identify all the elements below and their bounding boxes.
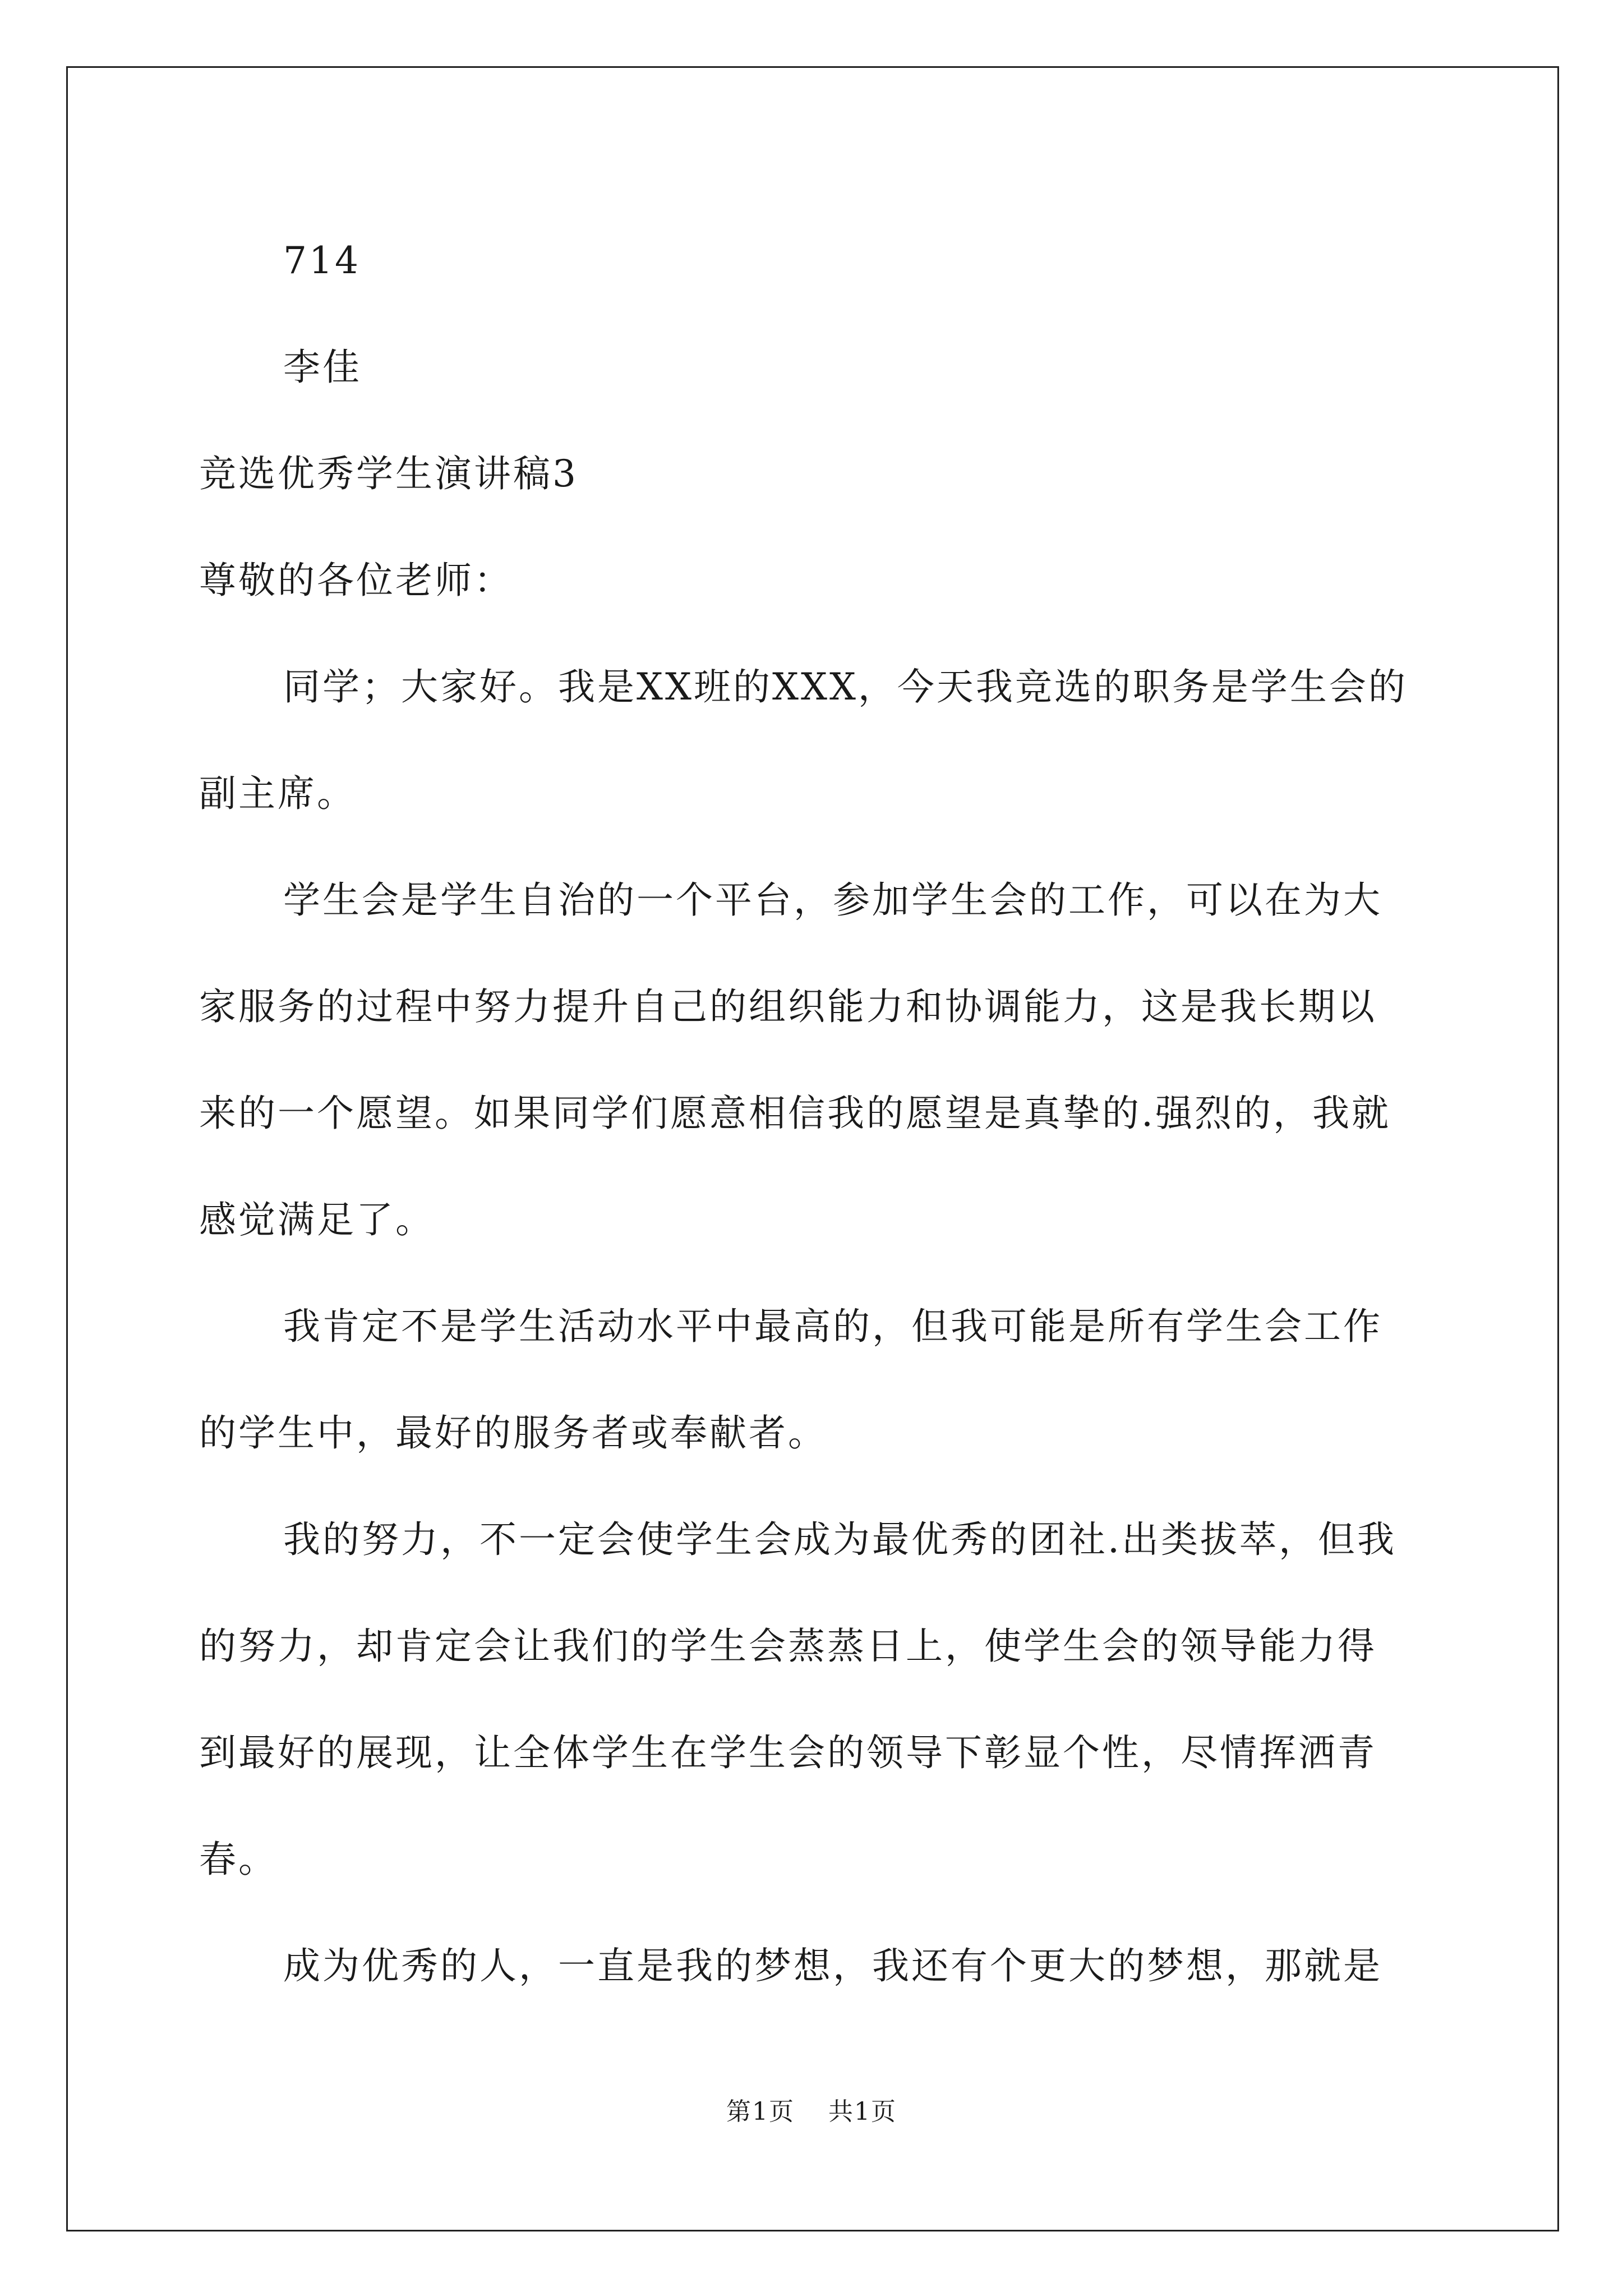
paragraph-line: 来的一个愿望。如果同学们愿意相信我的愿望是真挚的.强烈的，我就 bbox=[199, 1092, 1391, 1135]
paragraph-line: 学生会是学生自治的一个平台，参加学生会的工作，可以在为大 bbox=[283, 878, 1382, 922]
paragraph-line: 我的努力，不一定会使学生会成为最优秀的团社.出类拔萃，但我 bbox=[283, 1518, 1396, 1561]
paragraph-line: 同学；大家好。我是XX班的XXX，今天我竞选的职务是学生会的 bbox=[283, 665, 1408, 708]
salutation: 尊敬的各位老师： bbox=[199, 559, 513, 602]
paragraph-line: 感觉满足了。 bbox=[199, 1198, 435, 1241]
document-body bbox=[199, 208, 1433, 2019]
paragraph-line: 的努力，却肯定会让我们的学生会蒸蒸日上，使学生会的领导能力得 bbox=[199, 1625, 1377, 1668]
total-pages: 共1页 bbox=[828, 2097, 897, 2126]
paragraph-line: 春。 bbox=[199, 1838, 278, 1881]
paragraph-line: 714 bbox=[283, 239, 361, 282]
paragraph-line: 我肯定不是学生活动水平中最高的，但我可能是所有学生会工作 bbox=[283, 1305, 1382, 1348]
page-number: 第1页 bbox=[726, 2097, 795, 2126]
paragraph-line: 到最好的展现，让全体学生在学生会的领导下彰显个性，尽情挥洒青 bbox=[199, 1731, 1377, 1774]
document-title: 竞选优秀学生演讲稿3 bbox=[199, 452, 578, 495]
paragraph-line: 的学生中，最好的服务者或奉献者。 bbox=[199, 1411, 827, 1455]
paragraph-line: 成为优秀的人，一直是我的梦想，我还有个更大的梦想，那就是 bbox=[283, 1944, 1382, 1987]
page-footer bbox=[0, 2091, 1623, 2127]
paragraph-line: 家服务的过程中努力提升自己的组织能力和协调能力，这是我长期以 bbox=[199, 985, 1377, 1028]
paragraph-line: 副主席。 bbox=[199, 772, 356, 815]
paragraph-line: 李佳 bbox=[283, 346, 362, 389]
